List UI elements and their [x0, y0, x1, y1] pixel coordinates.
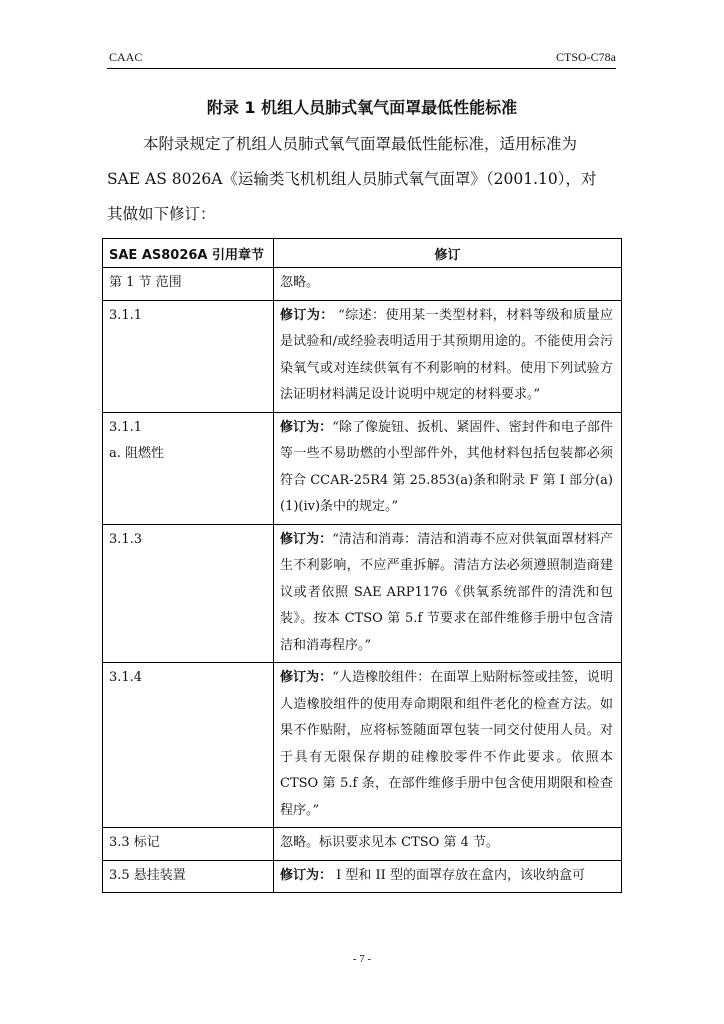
revision-cell [274, 268, 622, 301]
page-header [107, 50, 616, 69]
appendix-title: 附录 1 机组人员肺式氧气面罩最低性能标准 [206, 98, 518, 117]
section-label: 3.1.3 [109, 531, 143, 547]
intro-line-1: 本附录规定了机组人员肺式氧气面罩最低性能标准，适用标准为 [143, 135, 578, 153]
column-header-revision: 修订 [274, 239, 622, 268]
revision-text: “除了像旋钮、扳机、紧固件、密封件和电子部件等一些不易助燃的小型部件外，其他材料包括包装都必须符合 CCAR-25R4 第 25.853(a)条和附录 F 第 I 部分(a)(1)(iv)条中的规定。” [280, 419, 613, 514]
table-row [103, 663, 622, 828]
intro-line-3: 其做如下修订： [107, 205, 216, 223]
section-label: 3.1.1 [109, 419, 143, 435]
header-left-text: CAAC [109, 50, 143, 64]
table-row [103, 300, 622, 412]
intro-paragraph [107, 127, 619, 232]
section-label: 3.1.1 [109, 307, 143, 323]
section-sublabel: a. 阻燃性 [109, 446, 165, 461]
revision-prefix: 修订为： [280, 307, 334, 323]
section-cell [103, 524, 274, 663]
section-cell [103, 268, 274, 301]
revision-cell [274, 524, 622, 663]
revision-text: “综述：使用某一类型材料，材料等级和质量应是试验和/或经验表明适用于其预期用途的。不能使用会污染氧气或对连续供氧有不利影响的材料。使用下列试验方法证明材料满足设计说明中规定的材料要求。” [280, 307, 613, 402]
section-cell [103, 860, 274, 893]
revision-cell [274, 828, 622, 861]
table-row [103, 860, 622, 893]
section-cell [103, 412, 274, 524]
revision-text: “人造橡胶组件：在面罩上贴附标签或挂签，说明人造橡胶组件的使用寿命期限和组件老化的检查方法。如果不作贴附，应将标签随面罩包装一同交付使用人员。对于具有无限保存期的硅橡胶零件不作此要求。依照本 CTSO 第 5.f 条，在部件维修手册中包含使用期限和检查程序。” [280, 670, 613, 818]
table-row [103, 828, 622, 861]
revision-prefix: 修订为： [280, 670, 333, 685]
revision-cell [274, 663, 622, 828]
header-right-text: CTSO-C78a [556, 50, 616, 64]
revision-cell [274, 860, 622, 893]
revision-table [102, 238, 622, 893]
page-number: - 7 - [352, 953, 372, 965]
column-header-section: SAE AS8026A 引用章节 [103, 239, 274, 268]
section-cell [103, 663, 274, 828]
table-header-row [103, 239, 622, 268]
section-label: 3.5 悬挂装置 [109, 867, 186, 883]
revision-prefix: 修订为： [280, 419, 333, 435]
section-label: 3.1.4 [109, 670, 143, 685]
section-cell [103, 828, 274, 861]
revision-text: I 型和 II 型的面罩存放在盒内，该收纳盒可 [332, 867, 585, 883]
revision-text: “清洁和消毒：清洁和消毒不应对供氧面罩材料产生不利影响，不应严重拆解。清洁方法必须遵照制造商建议或者依照 SAE ARP1176《供氧系统部件的清洗和包装》。按本 CTSO 第 5.f 节要求在部件维修手册中包含清洁和消毒程序。” [280, 531, 613, 653]
section-cell [103, 300, 274, 412]
revision-prefix: 修订为： [280, 867, 333, 883]
intro-line-2: SAE AS 8026A《运输类飞机机组人员肺式氧气面罩》（2001.10），对 [107, 170, 597, 188]
section-label: 3.3 标记 [109, 835, 160, 850]
table-row [103, 268, 622, 301]
table-row [103, 412, 622, 524]
revision-text: 忽略。标识要求见本 CTSO 第 4 节。 [280, 835, 499, 850]
revision-cell [274, 300, 622, 412]
section-label: 第 1 节 范围 [109, 275, 182, 290]
table-row [103, 524, 622, 663]
revision-text: 忽略。 [280, 275, 320, 290]
revision-prefix: 修订为： [280, 531, 333, 547]
revision-cell [274, 412, 622, 524]
